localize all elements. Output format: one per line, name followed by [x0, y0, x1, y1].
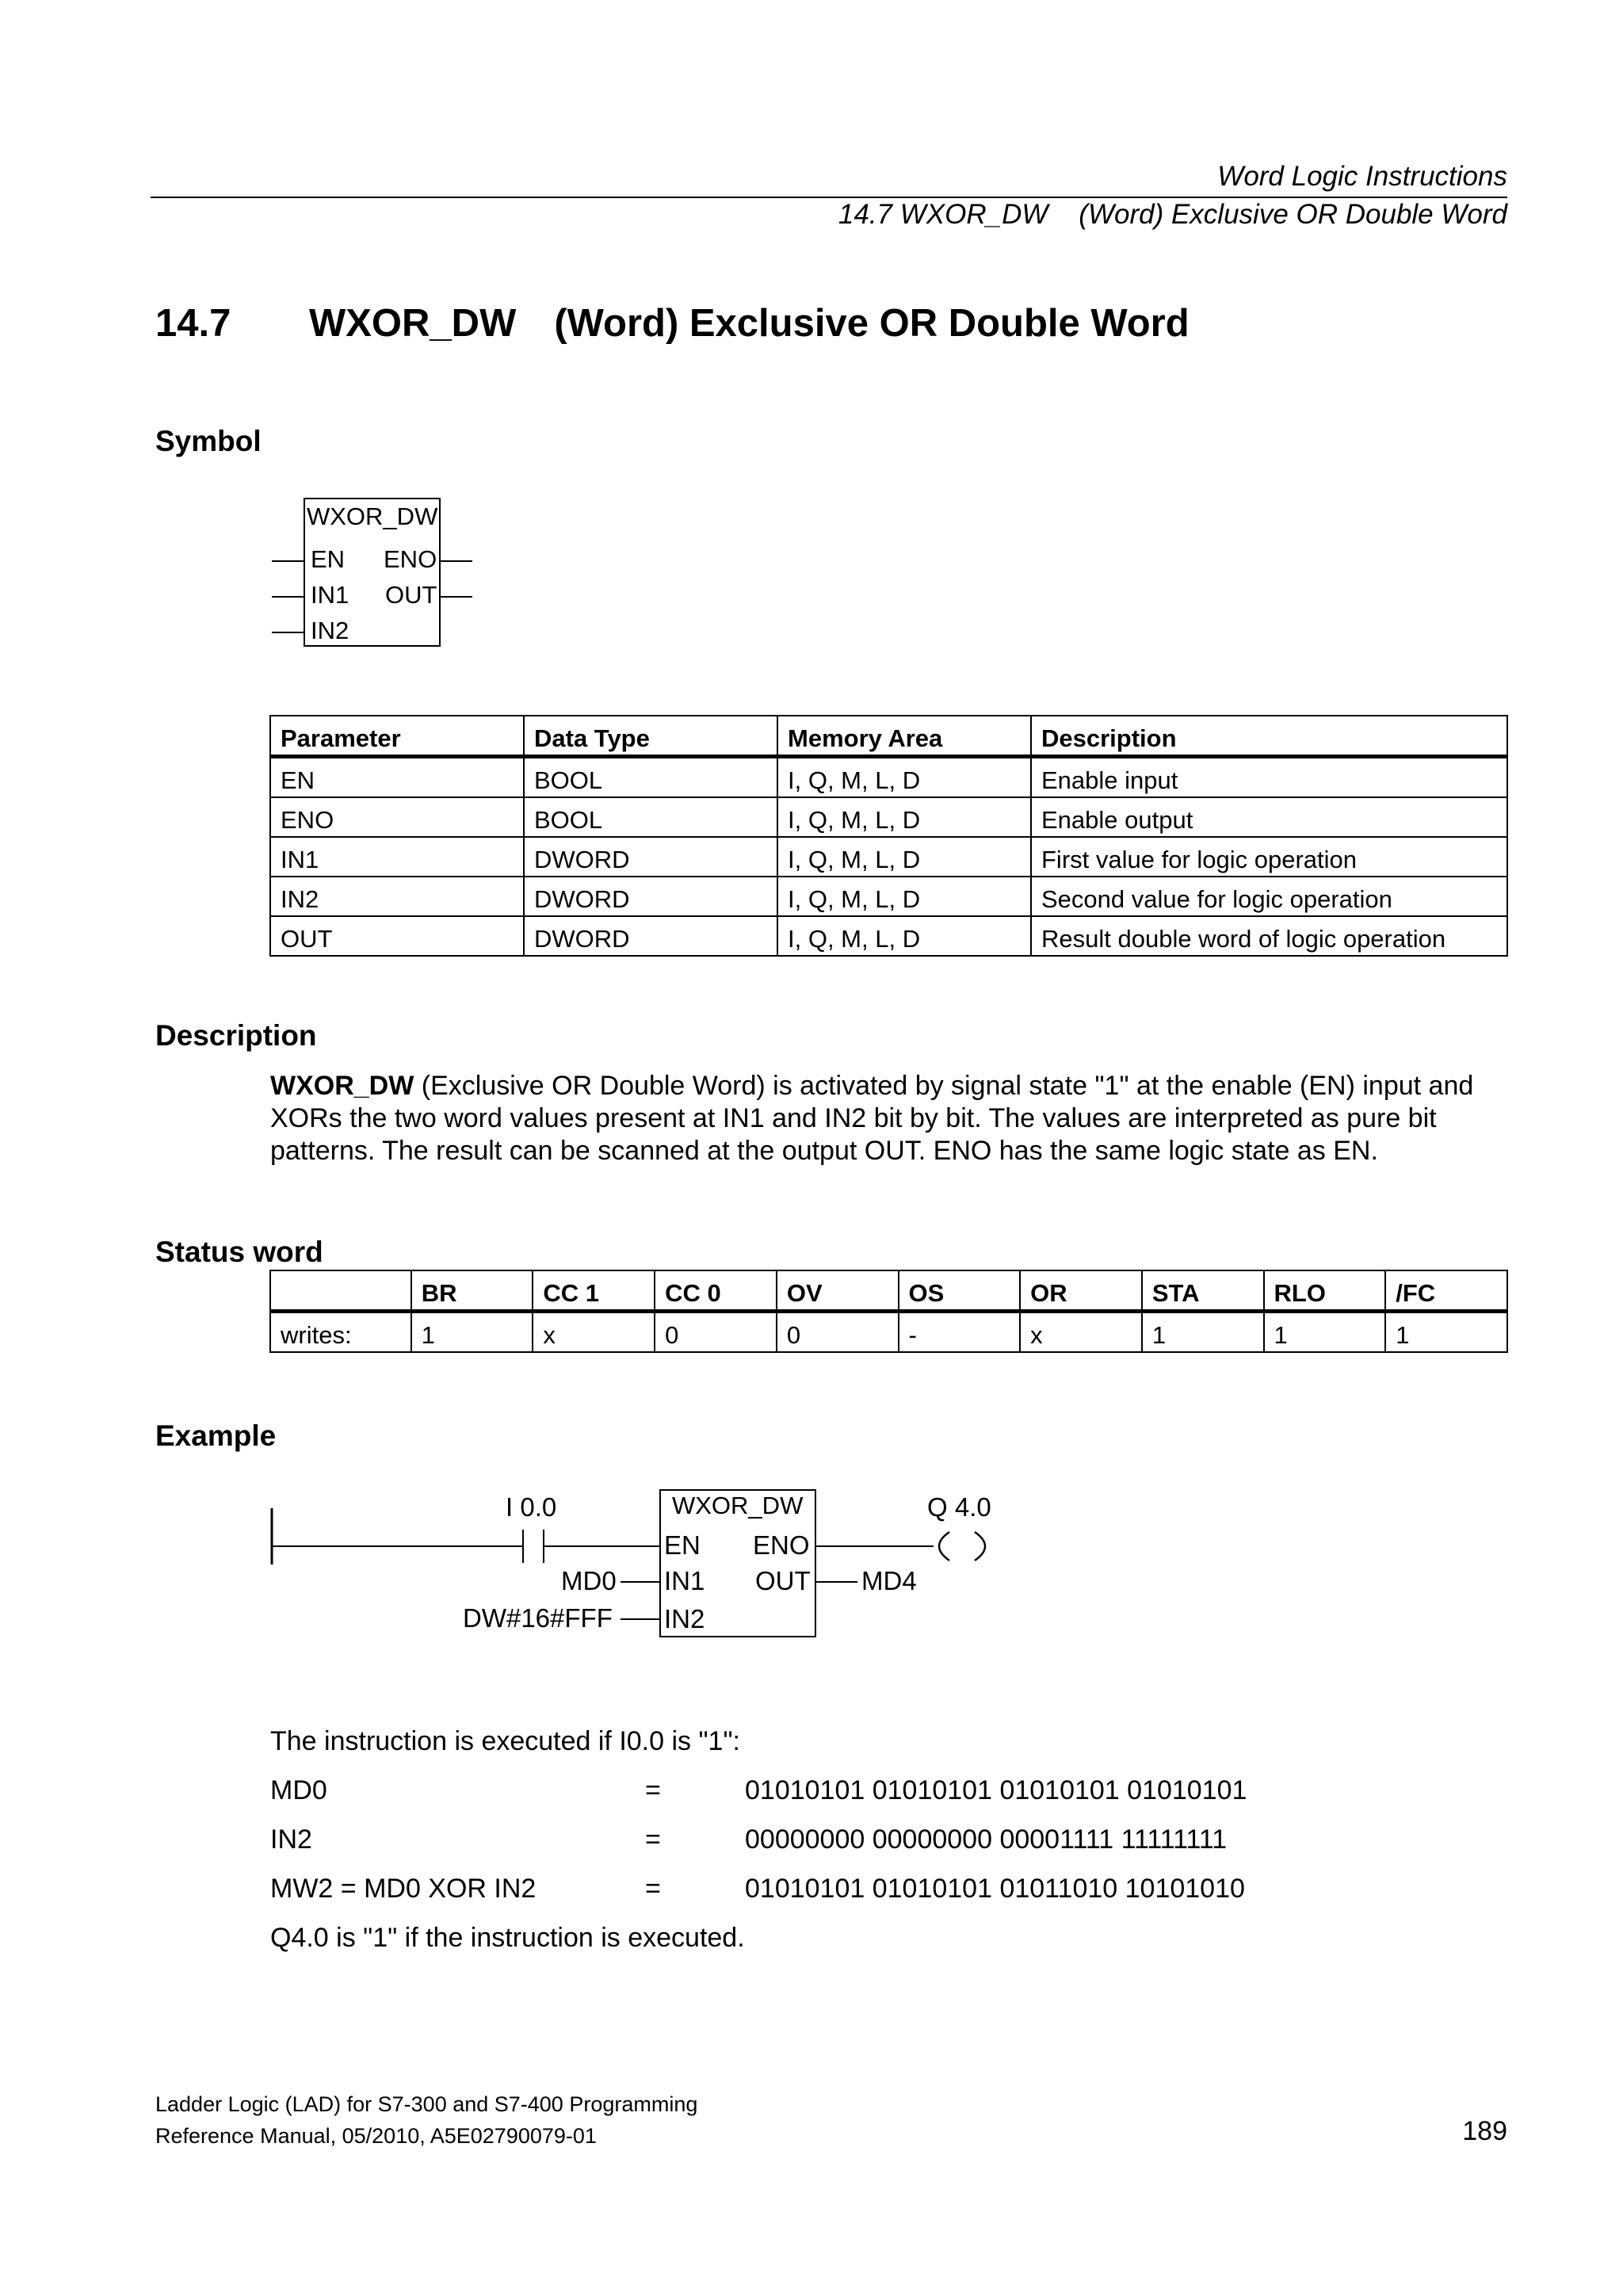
example-line-value: 00000000 00000000 00001111 11111111: [745, 1824, 1228, 1855]
header-cell: Parameter: [270, 716, 524, 757]
header-cell: /FC: [1385, 1270, 1507, 1312]
symbol-in1-label: IN1: [311, 581, 349, 609]
table-cell: DWORD: [524, 877, 777, 916]
table-cell: DWORD: [524, 916, 777, 956]
example-out-label: OUT: [755, 1566, 811, 1595]
example-eno-label: ENO: [753, 1530, 810, 1560]
example-en-label: EN: [664, 1530, 701, 1560]
header-cell: BR: [411, 1270, 533, 1312]
example-line-label: MW2 = MD0 XOR IN2: [270, 1874, 537, 1904]
table-cell: I, Q, M, L, D: [777, 837, 1031, 877]
table-cell: I, Q, M, L, D: [777, 916, 1031, 956]
table-cell: First value for logic operation: [1031, 837, 1507, 877]
example-line-eq: =: [645, 1775, 661, 1805]
running-header-chapter: Word Logic Instructions: [1217, 161, 1507, 192]
example-outro: Q4.0 is "1" if the instruction is executed.: [270, 1923, 745, 1953]
header-cell: OR: [1020, 1270, 1142, 1312]
table-cell: I, Q, M, L, D: [777, 877, 1031, 916]
out-operand: MD4: [861, 1566, 917, 1595]
example-intro: The instruction is executed if I0.0 is "1":: [270, 1726, 740, 1756]
table-cell: 1: [1142, 1312, 1264, 1353]
table-cell: I, Q, M, L, D: [777, 797, 1031, 837]
coil-right-arc: [975, 1532, 985, 1561]
table-cell: IN1: [270, 837, 524, 877]
title-name: WXOR_DW: [309, 302, 517, 345]
header-cell: Description: [1031, 716, 1507, 757]
table-cell: BOOL: [524, 757, 777, 798]
table-cell: Result double word of logic operation: [1031, 916, 1507, 956]
example-line-value: 01010101 01010101 01010101 01010101: [745, 1775, 1247, 1805]
symbol-box-title: WXOR_DW: [307, 502, 438, 530]
example-box-title: WXOR_DW: [672, 1492, 804, 1519]
symbol-heading: Symbol: [155, 425, 262, 457]
running-header-section: 14.7 WXOR_DW (Word) Exclusive OR Double Word: [838, 199, 1507, 230]
table-cell: 0: [655, 1312, 777, 1353]
example-in2-label: IN2: [664, 1604, 705, 1633]
header-cell: CC 1: [533, 1270, 655, 1312]
header-cell: STA: [1142, 1270, 1264, 1312]
description-body: (Exclusive OR Double Word) is activated by signal state "1" at the enable (EN) input and XORs the two word values present at IN1 and IN2 bit by bit. The values are interpreted as pure bit patterns. The result can be scanned at the output OUT. ENO has the same logic state as EN.: [270, 1071, 1474, 1166]
contact-label: I 0.0: [506, 1492, 557, 1522]
table-cell: EN: [270, 757, 524, 798]
coil-label: Q 4.0: [927, 1492, 991, 1522]
table-cell: Enable input: [1031, 757, 1507, 798]
table-cell: IN2: [270, 877, 524, 916]
header-cell: CC 0: [655, 1270, 777, 1312]
table-cell: x: [1020, 1312, 1142, 1353]
footer-line-2: Reference Manual, 05/2010, A5E02790079-01: [155, 2124, 597, 2148]
table-cell: BOOL: [524, 797, 777, 837]
in1-operand: MD0: [561, 1566, 617, 1595]
header-cell: RLO: [1264, 1270, 1386, 1312]
example-in1-label: IN1: [664, 1566, 705, 1595]
example-heading: Example: [155, 1419, 277, 1452]
table-cell: ENO: [270, 797, 524, 837]
table-cell: -: [899, 1312, 1021, 1353]
symbol-eno-label: ENO: [384, 545, 437, 573]
title-subtitle: (Word) Exclusive OR Double Word: [554, 302, 1190, 345]
example-line-label: MD0: [270, 1775, 327, 1805]
table-cell: Second value for logic operation: [1031, 877, 1507, 916]
table-cell: 1: [1264, 1312, 1386, 1353]
example-line-label: IN2: [270, 1824, 312, 1855]
symbol-en-label: EN: [311, 545, 346, 573]
symbol-in2-label: IN2: [311, 617, 349, 644]
header-cell: Data Type: [524, 716, 777, 757]
example-line-value: 01010101 01010101 01011010 10101010: [745, 1874, 1245, 1904]
example-line-result: [270, 1872, 536, 1905]
table-cell: 1: [1385, 1312, 1507, 1353]
footer-line-1: Ladder Logic (LAD) for S7-300 and S7-400 Programming: [155, 2092, 698, 2116]
header-cell: Memory Area: [777, 716, 1031, 757]
coil-left-arc: [939, 1532, 949, 1561]
table-cell: 1: [411, 1312, 533, 1353]
page-number: 189: [1462, 2116, 1507, 2146]
example-line-eq: =: [645, 1874, 661, 1904]
example-line-md0: [270, 1774, 327, 1807]
status-word-heading: Status word: [155, 1236, 323, 1268]
description-bold-term: WXOR_DW: [270, 1071, 414, 1101]
description-heading: Description: [155, 1019, 317, 1052]
table-cell: I, Q, M, L, D: [777, 757, 1031, 798]
header-cell: OS: [899, 1270, 1021, 1312]
table-cell: Enable output: [1031, 797, 1507, 837]
header-cell: OV: [777, 1270, 899, 1312]
example-line-eq: =: [645, 1824, 661, 1855]
table-cell: OUT: [270, 916, 524, 956]
in2-operand: DW#16#FFF: [463, 1603, 613, 1633]
title-number: 14.7: [155, 302, 231, 345]
table-cell: DWORD: [524, 837, 777, 877]
table-cell: writes:: [270, 1312, 411, 1353]
table-cell: 0: [777, 1312, 899, 1353]
example-line-in2: [270, 1823, 312, 1856]
table-cell: x: [533, 1312, 655, 1353]
symbol-out-label: OUT: [385, 581, 437, 609]
